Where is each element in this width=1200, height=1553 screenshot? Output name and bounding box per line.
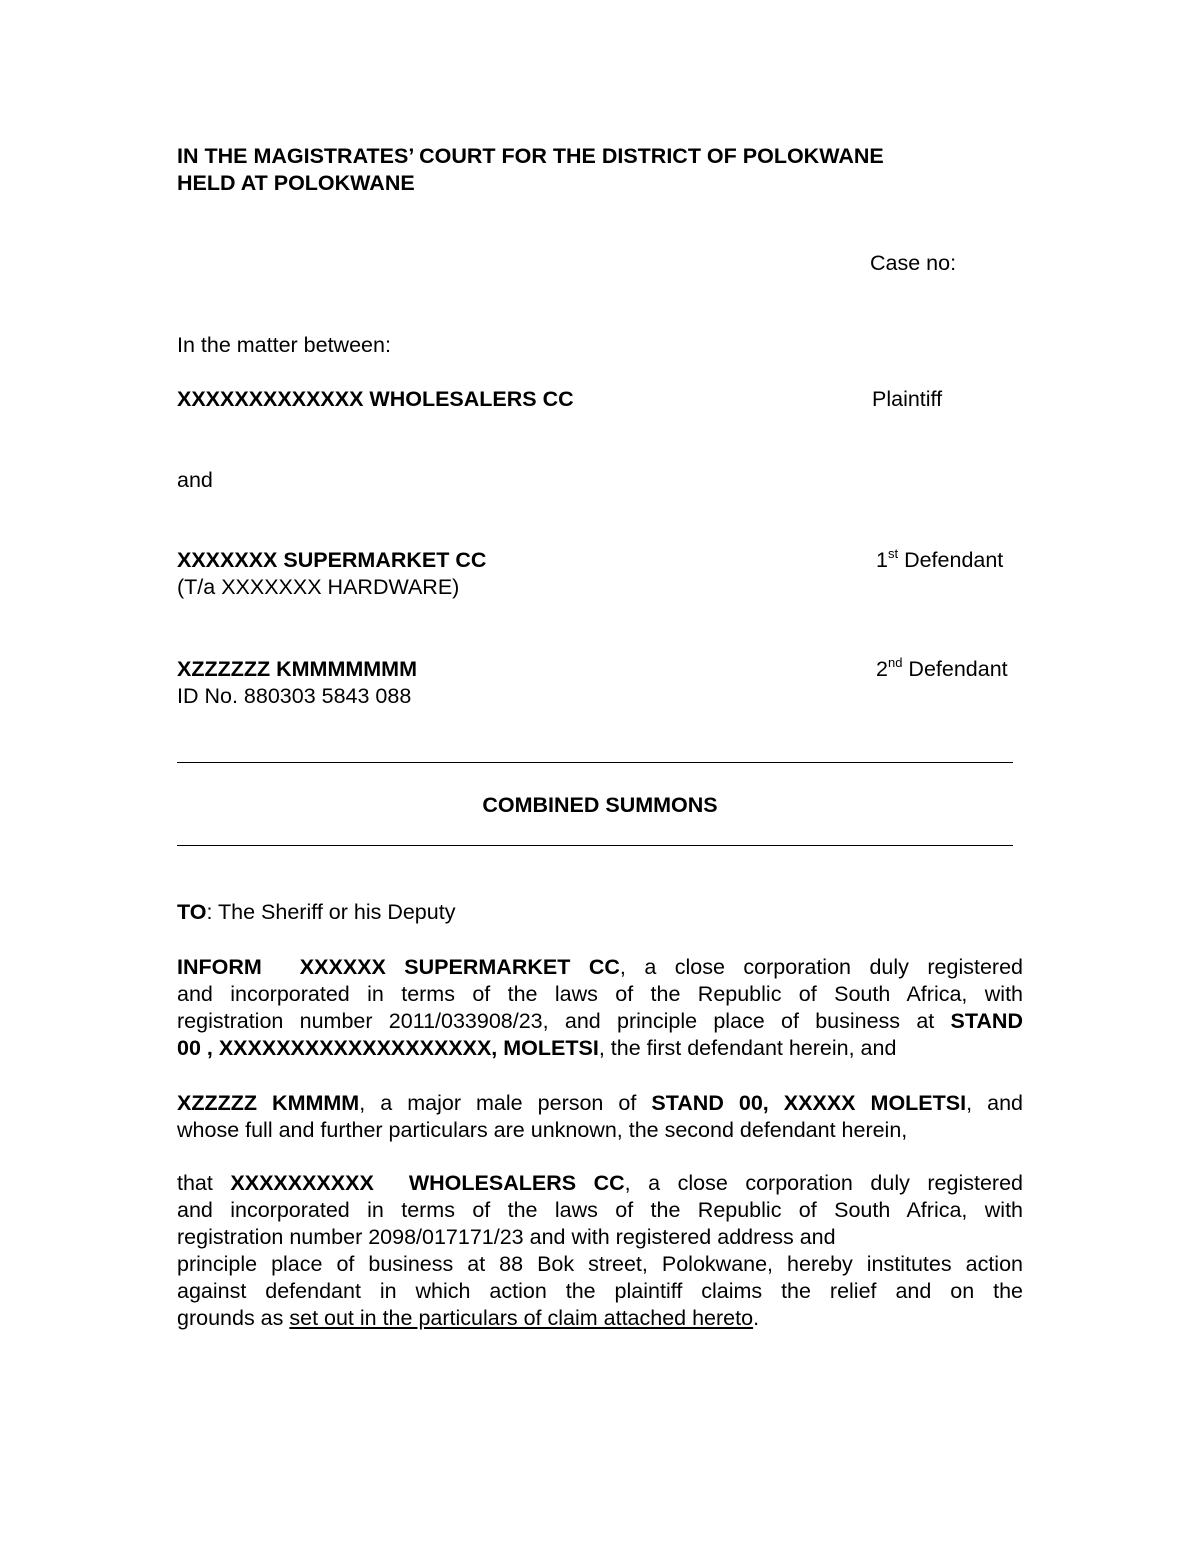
inform-paragraph (177, 954, 1023, 1062)
defendant1-role (876, 547, 1003, 574)
defendant1-role-num: 1 (876, 548, 888, 572)
inform-line-1 (177, 954, 1023, 981)
that-entity: XXXXXXXXXX WHOLESALERS CC (230, 1171, 625, 1195)
document-title: COMBINED SUMMONS (482, 793, 718, 817)
to-label: TO (177, 900, 207, 924)
inform-line-2: and incorporated in terms of the laws of the Republic of South Africa, with (177, 982, 1023, 1006)
defendant1-name: XXXXXXX SUPERMARKET CC (177, 548, 487, 572)
inform-line-3 (177, 1008, 1023, 1035)
inform-line-1-rest: , a close corporation duly registered (619, 955, 1023, 979)
title-rule-top (177, 762, 1013, 763)
title-rule-bottom (177, 845, 1013, 846)
that-line-3: registration number 2098/017171/23 and with registered address and (177, 1225, 836, 1249)
and-label: and (177, 468, 213, 492)
inform-line-4-rest: , the first defendant herein, and (598, 1036, 897, 1060)
court-heading-line2: HELD AT POLOKWANE (177, 171, 415, 195)
to-line (177, 899, 455, 926)
inform-keyword: INFORM (177, 955, 262, 979)
plaintiff-name: XXXXXXXXXXXXX WHOLESALERS CC (177, 387, 574, 411)
defendant1-role-sup: st (887, 545, 899, 561)
defendant1-block (177, 547, 486, 601)
particulars-of-claim-reference: set out in the particulars of claim attached hereto (289, 1306, 754, 1330)
that-line-4: principle place of business at 88 Bok street, Polokwane, hereby institutes action (177, 1252, 1023, 1276)
defendant1-role-text: Defendant (898, 548, 1004, 572)
plaintiff-role: Plaintiff (872, 387, 943, 411)
court-heading (177, 143, 884, 197)
defendant2-name: XZZZZZZ KMMMMMMM (177, 657, 418, 681)
defendant2-role (876, 656, 1008, 683)
court-heading-line1: IN THE MAGISTRATES’ COURT FOR THE DISTRICT OF POLOKWANE (177, 144, 884, 168)
that-paragraph (177, 1170, 1023, 1332)
second-line-1-mid: , a major male person of (359, 1091, 652, 1115)
second-defendant-name: XZZZZZ KMMMM (177, 1091, 360, 1115)
second-line-1-end: , and (966, 1091, 1023, 1115)
case-no-label: Case no: (870, 251, 957, 275)
inform-line-4 (177, 1035, 1023, 1062)
defendant2-role-num: 2 (876, 657, 888, 681)
inform-address: 00 , XXXXXXXXXXXXXXXXXXX, MOLETSI (177, 1036, 599, 1060)
second-defendant-paragraph (177, 1090, 1023, 1144)
that-line-5: against defendant in which action the plaintiff claims the relief and on the (177, 1279, 1023, 1303)
defendant1-trading-as: (T/a XXXXXXX HARDWARE) (177, 575, 460, 599)
defendant2-block (177, 656, 417, 710)
that-line-6-text: grounds as (177, 1306, 290, 1330)
that-line-2: and incorporated in terms of the laws of the Republic of South Africa, with (177, 1198, 1023, 1222)
that-keyword: that (177, 1171, 231, 1195)
that-line-6 (177, 1305, 1023, 1332)
defendant2-id-no: ID No. 880303 5843 088 (177, 684, 412, 708)
that-line-6-end: . (753, 1306, 760, 1330)
to-text: : The Sheriff or his Deputy (206, 900, 456, 924)
inform-line-3-text: registration number 2011/033908/23, and principle place of business at (177, 1009, 951, 1033)
inform-line-3-bold: STAND (950, 1009, 1023, 1033)
second-line-2: whose full and further particulars are unknown, the second defendant herein, (177, 1118, 908, 1142)
matter-between-label: In the matter between: (177, 333, 391, 357)
defendant2-role-sup: nd (887, 654, 903, 670)
that-line-1-rest: , a close corporation duly registered (624, 1171, 1023, 1195)
defendant2-role-text: Defendant (902, 657, 1008, 681)
that-line-1 (177, 1170, 1023, 1197)
inform-entity: XXXXXX SUPERMARKET CC (299, 955, 620, 979)
second-defendant-address: STAND 00, XXXXX MOLETSI (651, 1091, 967, 1115)
second-line-1 (177, 1090, 1023, 1117)
